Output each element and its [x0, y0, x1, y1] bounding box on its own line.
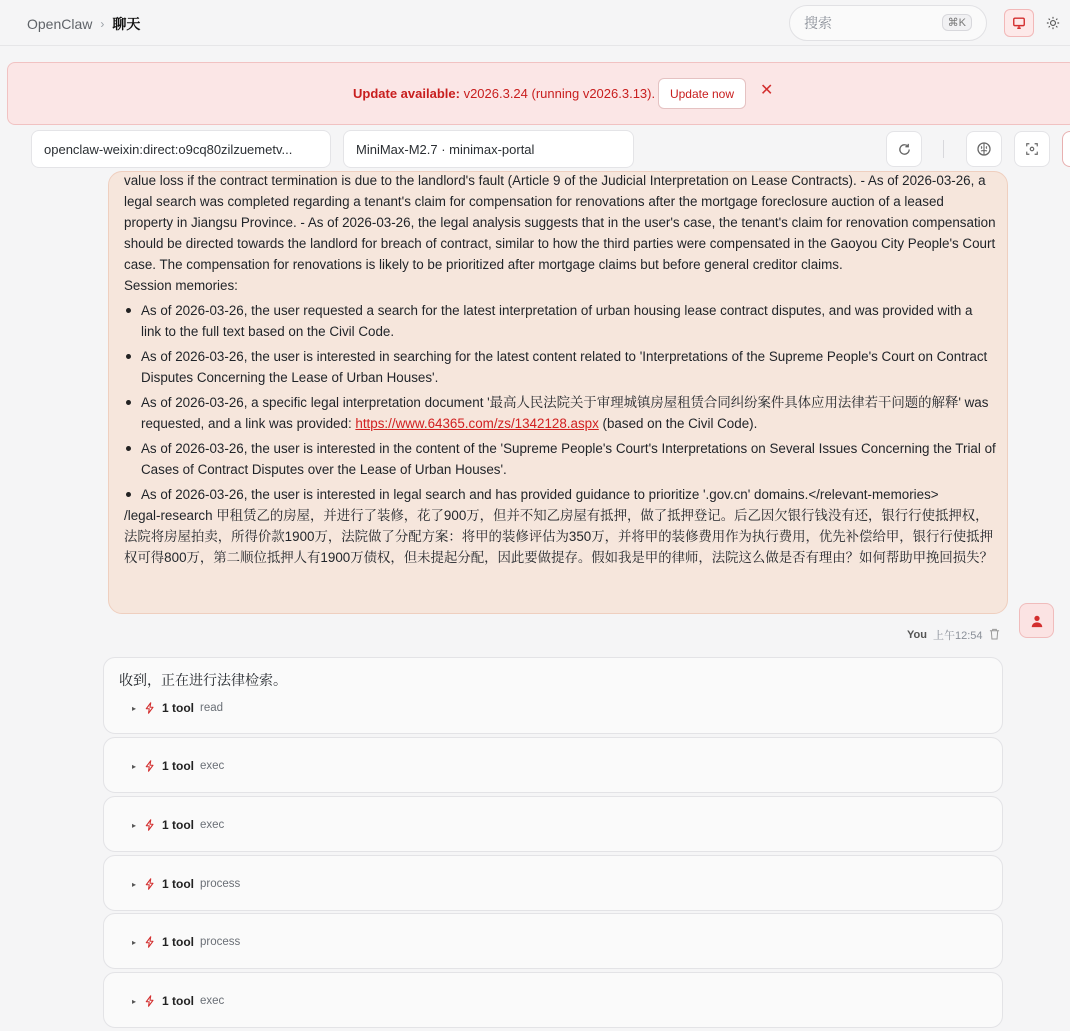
- new-chat-button[interactable]: [1062, 131, 1070, 167]
- page-title: 聊天: [112, 16, 141, 32]
- search-placeholder: 搜索: [804, 15, 832, 31]
- tool-call[interactable]: [132, 701, 223, 715]
- tool-card: [103, 796, 1003, 852]
- interpretation-link[interactable]: https://www.64365.com/zs/1342128.aspx: [355, 416, 599, 431]
- close-icon[interactable]: ✕: [760, 82, 774, 99]
- bolt-icon: [144, 878, 156, 890]
- tool-card: [103, 855, 1003, 911]
- session-selector[interactable]: openclaw-weixin:direct:o9cq80zilzuemetv...: [31, 130, 331, 168]
- trash-icon[interactable]: [989, 628, 1000, 643]
- sender-name: You: [907, 629, 927, 641]
- list-item: [124, 392, 996, 434]
- bolt-icon: [144, 760, 156, 772]
- breadcrumb: [27, 14, 140, 34]
- update-banner: [7, 62, 1070, 125]
- toolbar-divider: [943, 140, 944, 158]
- tool-card: [103, 737, 1003, 793]
- tool-card: [103, 913, 1003, 969]
- tool-count: 1 tool: [162, 759, 195, 773]
- search-input[interactable]: [789, 5, 987, 41]
- tool-name: process: [200, 878, 241, 890]
- user-question: /legal-research 甲租赁乙的房屋，并进行了装修，花了900万，但并不知乙房屋有抵押，做了抵押登记。后乙因欠银行钱没有还，银行行使抵押权，法院将房屋拍卖，所得价款1900万，法院做了分配方案：将甲的装修评估为350万，并将甲的装修费用作为执行费用，优先补偿给甲，银行行使抵押权可得800万，第二顺位抵押人有1900万债权，但未提起分配，因此要做提存。假如我是甲的律师，法院这么做是否有理由？如何帮助甲挽回损失？: [124, 508, 993, 565]
- search-shortcut: ⌘K: [942, 14, 972, 31]
- breadcrumb-separator: ›: [100, 17, 105, 31]
- tool-name: exec: [200, 995, 225, 1007]
- bolt-icon: [144, 819, 156, 831]
- expand-caret-icon: ▸: [132, 937, 137, 947]
- user-avatar: [1019, 603, 1054, 638]
- list-item: As of 2026-03-26, the user requested a search for the latest interpretation of urban housing lease contract disputes, and was provided with a link to the full text based on the Civil Code.: [124, 300, 996, 342]
- tool-name: process: [200, 936, 241, 948]
- expand-caret-icon: ▸: [132, 703, 137, 713]
- focus-icon[interactable]: [1014, 131, 1050, 167]
- list-item-text: (based on the Civil Code).: [598, 416, 758, 431]
- update-message: [353, 86, 655, 101]
- tool-name: read: [200, 702, 224, 714]
- tool-call[interactable]: [132, 994, 224, 1008]
- model-selector[interactable]: MiniMax-M2.7 · minimax-portal: [343, 130, 634, 168]
- assistant-message: [103, 657, 1003, 734]
- bolt-icon: [144, 936, 156, 948]
- memories-label: Session memories:: [124, 278, 238, 293]
- brain-icon[interactable]: [966, 131, 1002, 167]
- list-item: As of 2026-03-26, the user is interested in legal search and has provided guidance to prioritize '.gov.cn' domains.</relevant-memories>: [124, 484, 996, 505]
- chat-thread: [0, 169, 1070, 1031]
- tool-call[interactable]: [132, 935, 240, 949]
- tool-name: exec: [200, 760, 225, 772]
- tool-call[interactable]: [132, 759, 224, 773]
- tool-count: 1 tool: [162, 994, 195, 1008]
- update-now-button[interactable]: Update now: [658, 78, 746, 109]
- memories-list: [124, 300, 996, 505]
- message-paragraph: value loss if the contract termination is due to the landlord's fault (Article 9 of the Judicial Interpretation on Lease Contracts). - As of 2026-03-26, a legal search was completed regarding a tenant's claim for compensation for renovations after the mortgage foreclosure auction of a leased property in Jiangsu Province. - As of 2026-03-26, the legal analysis suggests that in the user's case, the tenant's claim for renovation compensation should be directed towards the landlord for breach of contract, similar to how the third parties were compensated in the Gaoyou City People's Court case. The compensation for renovations is likely to be prioritized after mortgage claims but before general creditor claims.: [124, 173, 996, 272]
- expand-caret-icon: ▸: [132, 761, 137, 771]
- tool-count: 1 tool: [162, 701, 195, 715]
- tool-count: 1 tool: [162, 818, 195, 832]
- expand-caret-icon: ▸: [132, 879, 137, 889]
- breadcrumb-root[interactable]: OpenClaw: [27, 16, 93, 32]
- message-time: 上午12:54: [932, 630, 983, 642]
- tool-call[interactable]: [132, 877, 240, 891]
- list-item: As of 2026-03-26, the user is interested in the content of the 'Supreme People's Court's Interpretations on Several Issues Concerning the Trial of Cases of Contract Disputes over the Lease of Urban Houses'.: [124, 438, 996, 480]
- list-item-text: As of 2026-03-26, a specific legal interpretation document '最高人民法院关于审理城镇房屋租赁合同纠纷案件具体应用法律若干问题的解释' was requested, and a link was provided:: [141, 395, 989, 431]
- expand-caret-icon: ▸: [132, 820, 137, 830]
- sun-icon[interactable]: [1038, 9, 1068, 37]
- bolt-icon: [144, 702, 156, 714]
- monitor-icon[interactable]: [1004, 9, 1034, 37]
- tool-count: 1 tool: [162, 877, 195, 891]
- user-message-bubble: [108, 171, 1008, 614]
- expand-caret-icon: ▸: [132, 996, 137, 1006]
- tool-card: [103, 972, 1003, 1028]
- tool-name: exec: [200, 819, 225, 831]
- tool-count: 1 tool: [162, 935, 195, 949]
- update-label: Update available:: [353, 86, 460, 101]
- tool-call[interactable]: [132, 818, 224, 832]
- assistant-text: 收到，正在进行法律检索。: [119, 672, 287, 688]
- top-bar: [0, 0, 1070, 46]
- list-item: As of 2026-03-26, the user is interested in searching for the latest content related to 'Interpretations of the Supreme People's Court on Contract Disputes Concerning the Lease of Urban Houses'.: [124, 346, 996, 388]
- update-version-text: v2026.3.24 (running v2026.3.13).: [463, 86, 656, 101]
- message-meta: [907, 627, 1000, 643]
- refresh-icon[interactable]: [886, 131, 922, 167]
- bolt-icon: [144, 995, 156, 1007]
